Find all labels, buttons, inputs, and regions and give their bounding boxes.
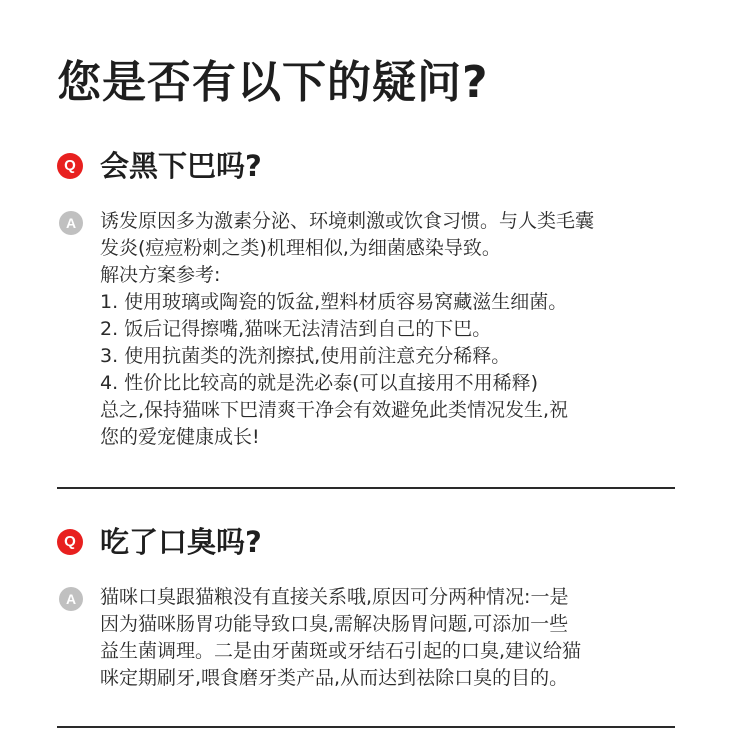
answer-text (100, 584, 677, 692)
answer-line: 4. 性价比比较高的就是洗必泰(可以直接用不用稀释) (100, 372, 538, 394)
answer-text (100, 208, 677, 451)
qa-item (57, 146, 677, 451)
question-row (57, 146, 677, 186)
answer-line: 猫咪口臭跟猫粮没有直接关系哦,原因可分两种情况:一是 (100, 586, 569, 608)
question-text: 会黑下巴吗? (100, 149, 262, 183)
page-title: 您是否有以下的疑问? (57, 57, 489, 108)
answer-line: 发炎(痘痘粉刺之类)机理相似,为细菌感染导致。 (100, 237, 501, 259)
answer-row (57, 584, 677, 692)
answer-line: 1. 使用玻璃或陶瓷的饭盆,塑料材质容易窝藏滋生细菌。 (100, 291, 568, 313)
section-divider (57, 487, 675, 489)
answer-badge-icon: A (59, 587, 83, 611)
answer-line: 咪定期刷牙,喂食磨牙类产品,从而达到祛除口臭的目的。 (100, 667, 569, 689)
question-text: 吃了口臭吗? (100, 525, 262, 559)
answer-line: 诱发原因多为激素分泌、环境刺激或饮食习惯。与人类毛囊 (100, 210, 595, 232)
question-badge-icon: Q (57, 153, 83, 179)
section-divider (57, 726, 675, 728)
question-row (57, 522, 677, 562)
answer-line: 您的爱宠健康成长! (100, 426, 260, 448)
answer-line: 因为猫咪肠胃功能导致口臭,需解决肠胃问题,可添加一些 (100, 613, 569, 635)
answer-line: 益生菌调理。二是由牙菌斑或牙结石引起的口臭,建议给猫 (100, 640, 582, 662)
answer-line: 解决方案参考: (100, 264, 221, 286)
answer-line: 2. 饭后记得擦嘴,猫咪无法清洁到自己的下巴。 (100, 318, 492, 340)
answer-badge-icon: A (59, 211, 83, 235)
answer-row (57, 208, 677, 451)
question-badge-icon: Q (57, 529, 83, 555)
qa-item (57, 522, 677, 692)
answer-line: 3. 使用抗菌类的洗剂擦拭,使用前注意充分稀释。 (100, 345, 511, 367)
answer-line: 总之,保持猫咪下巴清爽干净会有效避免此类情况发生,祝 (100, 399, 569, 421)
